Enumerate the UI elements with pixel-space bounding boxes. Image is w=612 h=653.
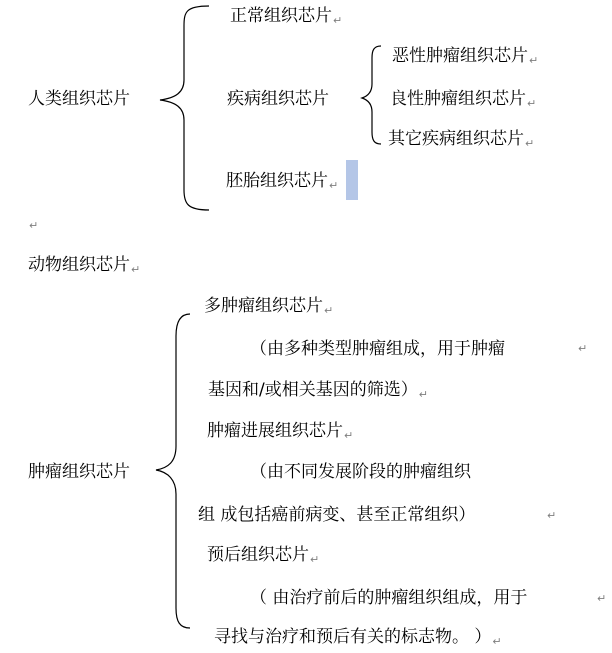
paragraph-mark: ↵ <box>310 553 320 566</box>
brace-human <box>160 6 209 210</box>
prognosis-title: 预后组织芯片↵ <box>207 545 320 566</box>
item-malignant: 恶性肿瘤组织芯片↵ <box>392 46 539 67</box>
progress-desc-2: 组 成包括癌前病变、甚至正常组织） <box>198 505 476 525</box>
multi-tumor-desc-1: （由多种类型肿瘤组成，用于肿瘤 <box>250 339 505 359</box>
paragraph-mark: ↵ <box>547 509 557 522</box>
paragraph-mark: ↵ <box>333 14 343 27</box>
item-disease: 疾病组织芯片 <box>227 89 329 109</box>
paragraph-mark: ↵ <box>344 429 354 442</box>
item-benign: 良性肿瘤组织芯片↵ <box>390 89 537 110</box>
prognosis-desc-1: （ 由治疗前后的肿瘤组织组成，用于 <box>250 588 528 608</box>
multi-tumor-title: 多肿瘤组织芯片↵ <box>204 296 334 317</box>
paragraph-mark: ↵ <box>131 263 141 276</box>
paragraph-mark: ↵ <box>492 635 502 648</box>
paragraph-mark: ↵ <box>329 179 339 192</box>
item-normal: 正常组织芯片↵ <box>230 6 343 27</box>
prognosis-desc-2: 寻找与治疗和预后有关的标志物。 ）↵ <box>214 627 502 648</box>
paragraph-mark: ↵ <box>527 97 537 110</box>
paragraph-mark: ↵ <box>29 219 39 232</box>
progress-desc-1: （由不同发展阶段的肿瘤组织 <box>250 462 471 482</box>
item-embryo: 胚胎组织芯片↵ <box>226 171 339 192</box>
progress-title: 肿瘤进展组织芯片↵ <box>207 421 354 442</box>
paragraph-mark: ↵ <box>324 304 334 317</box>
paragraph-mark: ↵ <box>418 388 428 401</box>
paragraph-mark: ↵ <box>525 137 535 150</box>
paragraph-mark: ↵ <box>529 54 539 67</box>
text-cursor-highlight <box>346 160 358 200</box>
root-tumor: 肿瘤组织芯片 <box>28 462 130 482</box>
paragraph-mark: ↵ <box>578 342 588 355</box>
animal-chip: 动物组织芯片↵ <box>28 255 141 276</box>
paragraph-mark: ↵ <box>597 592 607 605</box>
item-other-disease: 其它疾病组织芯片↵ <box>388 129 535 150</box>
multi-tumor-desc-2: 基因和/或相关基因的筛选）↵ <box>208 380 428 401</box>
brace-tumor <box>156 314 190 628</box>
brace-disease <box>362 46 381 144</box>
root-human: 人类组织芯片 <box>28 89 130 109</box>
